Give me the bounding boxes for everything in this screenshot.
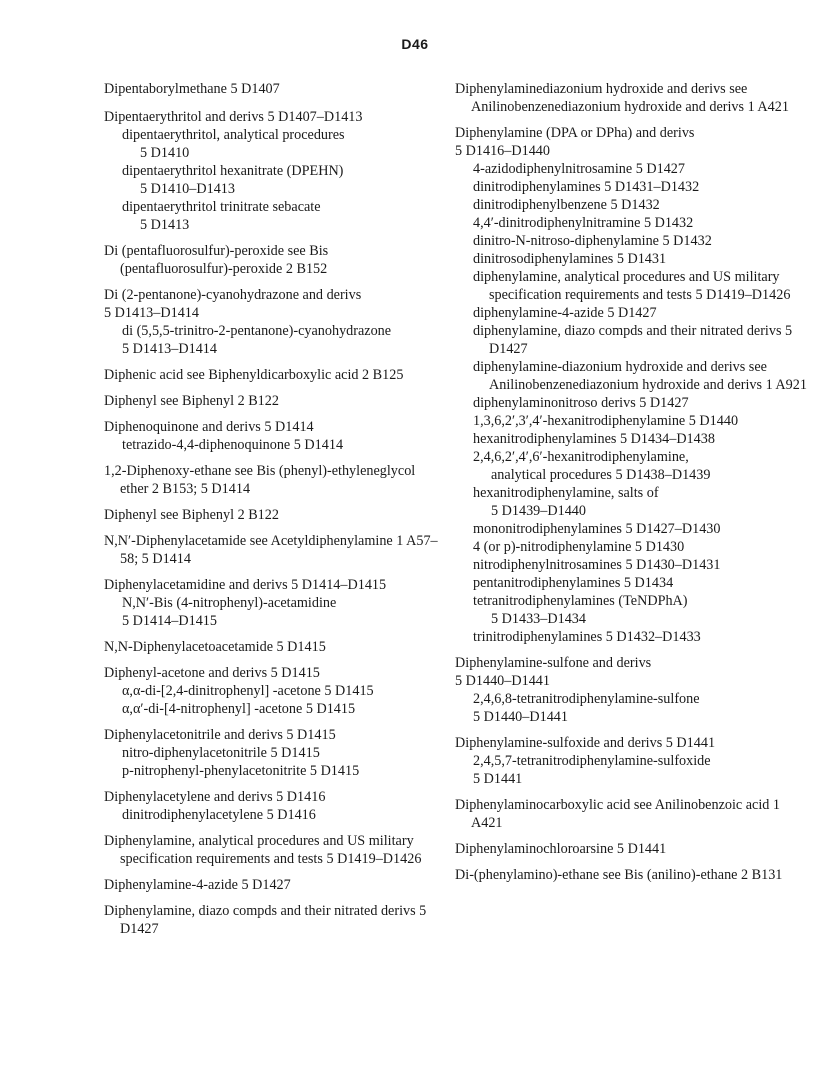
index-entry xyxy=(455,80,807,116)
entry-heading: Diphenoquinone and derivs 5 D1414 xyxy=(104,419,314,435)
index-column-left xyxy=(104,80,444,946)
entry-subitem: dipentaerythritol trinitrate sebacate xyxy=(122,199,321,215)
index-entry xyxy=(104,80,444,98)
index-entry xyxy=(104,876,444,894)
entry-subitem: α,α′-di-[4-nitrophenyl] -acetone 5 D1415 xyxy=(122,701,356,717)
entry-heading: Diphenylamine-sulfoxide and derivs 5 D1441 xyxy=(455,735,716,751)
entry-subitem: dinitro-N-nitroso-diphenylamine 5 D1432 xyxy=(473,233,712,249)
page-number-header: D46 xyxy=(401,36,429,52)
entry-subitem: pentanitrodiphenylamines 5 D1434 xyxy=(473,575,674,591)
index-entry xyxy=(104,788,444,824)
entry-heading: Diphenylacetonitrile and derivs 5 D1415 xyxy=(104,727,336,743)
index-entry xyxy=(104,286,444,358)
entry-heading: Dipentaerythritol and derivs 5 D1407–D1413 xyxy=(104,109,363,125)
entry-heading: N,N′-Diphenylacetamide see Acetyldiphenylamine 1 A57–58; 5 D1414 xyxy=(104,533,438,567)
entry-subitem: 5 D1441 xyxy=(473,771,523,787)
index-entry xyxy=(104,726,444,780)
index-entry xyxy=(455,866,807,884)
entry-subitem: dipentaerythritol, analytical procedures xyxy=(122,127,345,143)
index-entry xyxy=(104,108,444,234)
entry-subitem: 1,3,6,2′,3′,4′-hexanitrodiphenylamine 5 D1440 xyxy=(473,413,739,429)
entry-heading: Diphenylaminochloroarsine 5 D1441 xyxy=(455,841,667,857)
entry-subitem: α,α-di-[2,4-dinitrophenyl] -acetone 5 D1415 xyxy=(122,683,374,699)
entry-subitem: 5 D1410–D1413 xyxy=(140,181,235,197)
entry-heading: Diphenyl see Biphenyl 2 B122 xyxy=(104,393,279,409)
entry-subitem: 5 D1410 xyxy=(140,145,190,161)
index-entry xyxy=(104,664,444,718)
entry-heading: Diphenylamine, diazo compds and their nitrated derivs 5 D1427 xyxy=(104,903,427,937)
entry-subitem: p-nitrophenyl-phenylacetonitrite 5 D1415 xyxy=(122,763,360,779)
entry-subitem: 2,4,6,8-tetranitrodiphenylamine-sulfone xyxy=(473,691,700,707)
index-column-right xyxy=(455,80,807,892)
entry-subitem: diphenylamine-4-azide 5 D1427 xyxy=(473,305,657,321)
index-entry xyxy=(104,462,444,498)
entry-heading: Dipentaborylmethane 5 D1407 xyxy=(104,81,280,97)
entry-subitem: 4 (or p)-nitrodiphenylamine 5 D1430 xyxy=(473,539,685,555)
entry-subitem: 5 D1414–D1415 xyxy=(122,613,217,629)
entry-heading: Diphenyl see Biphenyl 2 B122 xyxy=(104,507,279,523)
entry-heading: Diphenylamine-sulfone and derivs xyxy=(455,655,652,671)
entry-subitem: 5 D1440–D1441 xyxy=(455,673,550,689)
entry-subitem: di (5,5,5-trinitro-2-pentanone)-cyanohydrazone xyxy=(122,323,392,339)
entry-heading: Diphenic acid see Biphenyldicarboxylic acid 2 B125 xyxy=(104,367,404,383)
entry-subitem: diphenylamine-diazonium hydroxide and derivs see Anilinobenzenediazonium hydroxide and derivs 1 A921 xyxy=(473,359,807,393)
entry-subitem: 2,4,5,7-tetranitrodiphenylamine-sulfoxide xyxy=(473,753,711,769)
entry-subitem: trinitrodiphenylamines 5 D1432–D1433 xyxy=(473,629,701,645)
index-entry xyxy=(455,734,807,788)
entry-subitem: diphenylamine, analytical procedures and US military specification requirements and tests 5 D1419–D1426 xyxy=(473,269,791,303)
entry-heading: Diphenyl-acetone and derivs 5 D1415 xyxy=(104,665,320,681)
index-entry xyxy=(104,392,444,410)
entry-subitem: 2,4,6,2′,4′,6′-hexanitrodiphenylamine, xyxy=(473,449,689,465)
entry-subitem: 5 D1433–D1434 xyxy=(491,611,586,627)
entry-heading: Diphenylacetylene and derivs 5 D1416 xyxy=(104,789,326,805)
entry-subitem: 5 D1413 xyxy=(140,217,190,233)
entry-subitem: 5 D1439–D1440 xyxy=(491,503,586,519)
entry-subitem: hexanitrodiphenylamine, salts of xyxy=(473,485,659,501)
entry-heading: Di (pentafluorosulfur)-peroxide see Bis (pentafluorosulfur)-peroxide 2 B152 xyxy=(104,243,329,277)
index-entry xyxy=(104,902,444,938)
index-entry xyxy=(455,124,807,646)
entry-heading: Diphenylaminediazonium hydroxide and derivs see Anilinobenzenediazonium hydroxide and derivs 1 A421 xyxy=(455,81,789,115)
index-entry xyxy=(455,654,807,726)
entry-heading: Diphenylacetamidine and derivs 5 D1414–D1415 xyxy=(104,577,387,593)
entry-subitem: 5 D1413–D1414 xyxy=(104,305,199,321)
entry-subitem: diphenylaminonitroso derivs 5 D1427 xyxy=(473,395,689,411)
entry-subitem: 5 D1440–D1441 xyxy=(473,709,568,725)
entry-heading: 1,2-Diphenoxy-ethane see Bis (phenyl)-ethyleneglycol ether 2 B153; 5 D1414 xyxy=(104,463,416,497)
entry-subitem: tetranitrodiphenylamines (TeNDPhA) xyxy=(473,593,688,609)
entry-subitem: dinitrodiphenylamines 5 D1431–D1432 xyxy=(473,179,700,195)
index-entry xyxy=(104,506,444,524)
entry-subitem: diphenylamine, diazo compds and their nitrated derivs 5 D1427 xyxy=(473,323,793,357)
entry-subitem: mononitrodiphenylamines 5 D1427–D1430 xyxy=(473,521,721,537)
entry-subitem: dipentaerythritol hexanitrate (DPEHN) xyxy=(122,163,344,179)
entry-subitem: dinitrodiphenylacetylene 5 D1416 xyxy=(122,807,316,823)
index-entry xyxy=(104,832,444,868)
entry-heading: Diphenylamine-4-azide 5 D1427 xyxy=(104,877,291,893)
index-entry xyxy=(104,576,444,630)
entry-subitem: 5 D1416–D1440 xyxy=(455,143,550,159)
entry-heading: Di (2-pentanone)-cyanohydrazone and derivs xyxy=(104,287,362,303)
index-entry xyxy=(455,796,807,832)
entry-heading: N,N-Diphenylacetoacetamide 5 D1415 xyxy=(104,639,326,655)
index-entry xyxy=(104,242,444,278)
index-entry xyxy=(104,418,444,454)
entry-subitem: nitrodiphenylnitrosamines 5 D1430–D1431 xyxy=(473,557,721,573)
entry-subitem: dinitrodiphenylbenzene 5 D1432 xyxy=(473,197,660,213)
entry-subitem: N,N′-Bis (4-nitrophenyl)-acetamidine xyxy=(122,595,337,611)
entry-heading: Diphenylamine (DPA or DPha) and derivs xyxy=(455,125,695,141)
entry-heading: Diphenylaminocarboxylic acid see Anilinobenzoic acid 1 A421 xyxy=(455,797,781,831)
index-entry xyxy=(104,638,444,656)
entry-subitem: nitro-diphenylacetonitrile 5 D1415 xyxy=(122,745,320,761)
entry-subitem: 4,4′-dinitrodiphenylnitramine 5 D1432 xyxy=(473,215,694,231)
entry-subitem: 5 D1413–D1414 xyxy=(122,341,217,357)
entry-heading: Di-(phenylamino)-ethane see Bis (anilino)-ethane 2 B131 xyxy=(455,867,783,883)
index-entry xyxy=(104,366,444,384)
entry-subitem: tetrazido-4,4-diphenoquinone 5 D1414 xyxy=(122,437,344,453)
index-entry xyxy=(455,840,807,858)
entry-subitem: analytical procedures 5 D1438–D1439 xyxy=(491,467,711,483)
entry-subitem: hexanitrodiphenylamines 5 D1434–D1438 xyxy=(473,431,715,447)
index-entry xyxy=(104,532,444,568)
entry-subitem: dinitrosodiphenylamines 5 D1431 xyxy=(473,251,667,267)
entry-heading: Diphenylamine, analytical procedures and US military specification requirements and tests 5 D1419–D1426 xyxy=(104,833,422,867)
entry-subitem: 4-azidodiphenylnitrosamine 5 D1427 xyxy=(473,161,685,177)
